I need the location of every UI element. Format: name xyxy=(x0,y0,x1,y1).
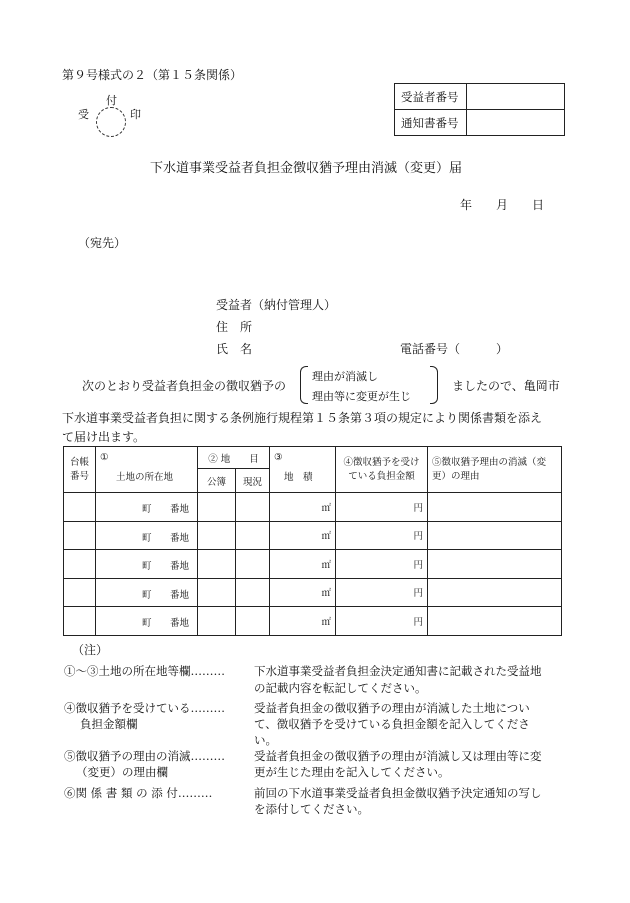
area-unit: ㎡ xyxy=(321,531,331,543)
table-row xyxy=(64,493,562,522)
note-2-text-line1: 受益者負担金の徴収猶予の理由が消滅した土地につい xyxy=(254,701,530,715)
table-row xyxy=(64,521,562,550)
location-cell[interactable] xyxy=(96,578,198,607)
area-unit: ㎡ xyxy=(321,502,331,514)
address-label: 住 所 xyxy=(216,320,253,334)
ledger-number-cell[interactable] xyxy=(64,578,96,607)
note-3-text-line1: 受益者負担金の徴収猶予の理由が消滅し又は理由等に変 xyxy=(254,749,542,763)
body-text-part2: ましたので、亀岡市 xyxy=(452,379,560,393)
applicant-label: 受益者（納付管理人） xyxy=(216,298,337,312)
actual-category-cell[interactable] xyxy=(236,607,270,636)
header-area xyxy=(270,447,336,493)
left-brace xyxy=(300,366,308,404)
stamp-char-right: 印 xyxy=(130,108,141,121)
note-4-text-line1: 前回の下水道事業受益者負担金徴収猶予決定通知の写し xyxy=(254,786,542,800)
id-number-table xyxy=(394,83,565,136)
registry-category-cell[interactable] xyxy=(198,578,236,607)
registry-category-cell[interactable] xyxy=(198,521,236,550)
actual-category-cell[interactable] xyxy=(236,550,270,579)
option-reason-lapsed[interactable]: 理由が消滅し xyxy=(312,370,378,383)
stamp-char-top: 付 xyxy=(106,94,117,107)
note-4-key: ⑥関 係 書 類 の 添 付……… xyxy=(64,786,213,800)
area-cell[interactable] xyxy=(270,493,336,522)
ledger-number-cell[interactable] xyxy=(64,521,96,550)
document-title: 下水道事業受益者負担金徴収猶予理由消滅（変更）届 xyxy=(150,161,463,176)
note-3-text-line2: 更が生じた理由を記入してください。 xyxy=(254,765,450,779)
body-text-part1: 次のとおり受益者負担金の徴収猶予の xyxy=(82,379,287,393)
header-ledger-number: 台帳番号 xyxy=(64,447,96,493)
land-details-table xyxy=(63,446,562,636)
header-land-location xyxy=(96,447,198,493)
reason-cell[interactable] xyxy=(428,493,562,522)
actual-category-cell[interactable] xyxy=(236,493,270,522)
ledger-number-cell[interactable] xyxy=(64,550,96,579)
amount-cell[interactable] xyxy=(336,521,428,550)
area-unit: ㎡ xyxy=(321,559,331,571)
name-label: 氏 名 xyxy=(216,342,253,356)
body-text-line2: 下水道事業受益者負担に関する条例施行規程第１５条第３項の規定により関係書類を添え xyxy=(62,411,543,425)
area-cell[interactable] xyxy=(270,521,336,550)
area-cell[interactable] xyxy=(270,607,336,636)
beneficiary-number-label: 受益者番号 xyxy=(395,84,467,110)
location-cell[interactable] xyxy=(96,493,198,522)
header-actual: 現況 xyxy=(236,469,270,493)
option-reason-changed[interactable]: 理由等に変更が生じ xyxy=(312,390,411,403)
note-2-key: ④徴収猶予を受けている……… xyxy=(64,701,225,715)
amount-cell[interactable] xyxy=(336,493,428,522)
amount-cell[interactable] xyxy=(336,578,428,607)
ledger-number-cell[interactable] xyxy=(64,493,96,522)
header-deferred-amount: ④徴収猶予を受けている負担金額 xyxy=(336,447,428,493)
yen-unit: 円 xyxy=(413,559,423,571)
town-suffix: 町 xyxy=(142,561,152,572)
notice-number-field[interactable] xyxy=(467,110,565,136)
reception-stamp-area xyxy=(78,92,168,142)
ledger-number-cell[interactable] xyxy=(64,607,96,636)
banchi-suffix: 番地 xyxy=(170,504,190,515)
registry-category-cell[interactable] xyxy=(198,607,236,636)
note-3-key: ⑤徴収猶予の理由の消滅……… xyxy=(64,749,225,763)
reason-cell[interactable] xyxy=(428,607,562,636)
form-number: 第９号様式の２（第１５条関係） xyxy=(62,68,243,82)
amount-cell[interactable] xyxy=(336,550,428,579)
note-1-key: ①～③土地の所在地等欄……… xyxy=(64,664,225,678)
notes-heading: （注） xyxy=(72,643,109,657)
location-cell[interactable] xyxy=(96,607,198,636)
area-unit: ㎡ xyxy=(321,588,331,600)
location-cell[interactable] xyxy=(96,550,198,579)
stamp-circle xyxy=(96,107,126,137)
yen-unit: 円 xyxy=(413,502,423,514)
area-unit: ㎡ xyxy=(321,616,331,628)
header-land-category: ② 地 目 xyxy=(198,447,270,469)
phone-label: 電話番号（ ） xyxy=(400,342,509,356)
note-1-text-line1: 下水道事業受益者負担金決定通知書に記載された受益地 xyxy=(254,664,542,678)
banchi-suffix: 番地 xyxy=(170,618,190,629)
header-1-number: ① xyxy=(100,452,109,463)
notice-number-label: 通知書番号 xyxy=(395,110,467,136)
town-suffix: 町 xyxy=(142,618,152,629)
header-3-number: ③ xyxy=(274,452,283,463)
date-line[interactable]: 年 月 日 xyxy=(460,198,545,212)
yen-unit: 円 xyxy=(413,588,423,600)
town-suffix: 町 xyxy=(142,504,152,515)
right-brace xyxy=(430,366,438,404)
banchi-suffix: 番地 xyxy=(170,532,190,544)
table-row xyxy=(64,607,562,636)
reason-cell[interactable] xyxy=(428,578,562,607)
header-1-label: 土地の所在地 xyxy=(116,472,174,483)
addressee: （宛先） xyxy=(78,236,127,250)
yen-unit: 円 xyxy=(413,616,423,628)
area-cell[interactable] xyxy=(270,578,336,607)
body-text-line3: て届け出ます。 xyxy=(62,430,146,444)
town-suffix: 町 xyxy=(142,589,152,601)
note-2-text-line3: い。 xyxy=(254,733,277,747)
stamp-char-left: 受 xyxy=(78,108,89,121)
note-2-text-line2: て、徴収猶予を受けている負担金額を記入してくださ xyxy=(254,717,530,731)
reason-cell[interactable] xyxy=(428,521,562,550)
note-3-key-line2: （変更）の理由欄 xyxy=(76,765,168,779)
registry-category-cell[interactable] xyxy=(198,493,236,522)
note-1-text-line2: の記載内容を転記してください。 xyxy=(254,681,427,695)
beneficiary-number-field[interactable] xyxy=(467,84,565,110)
note-4-text-line2: を添付してください。 xyxy=(254,802,369,816)
location-cell[interactable] xyxy=(96,521,198,550)
town-suffix: 町 xyxy=(142,532,152,544)
registry-category-cell[interactable] xyxy=(198,550,236,579)
header-registry: 公簿 xyxy=(198,469,236,493)
area-cell[interactable] xyxy=(270,550,336,579)
reason-cell[interactable] xyxy=(428,550,562,579)
banchi-suffix: 番地 xyxy=(170,561,190,572)
actual-category-cell[interactable] xyxy=(236,521,270,550)
note-2-key-line2: 負担金額欄 xyxy=(80,717,138,731)
banchi-suffix: 番地 xyxy=(170,589,190,601)
table-row xyxy=(64,578,562,607)
header-reason: ⑤徴収猶予理由の消滅（変更）の理由 xyxy=(428,447,562,493)
header-3-label: 地 積 xyxy=(284,472,313,483)
amount-cell[interactable] xyxy=(336,607,428,636)
actual-category-cell[interactable] xyxy=(236,578,270,607)
yen-unit: 円 xyxy=(413,531,423,543)
table-row xyxy=(64,550,562,579)
